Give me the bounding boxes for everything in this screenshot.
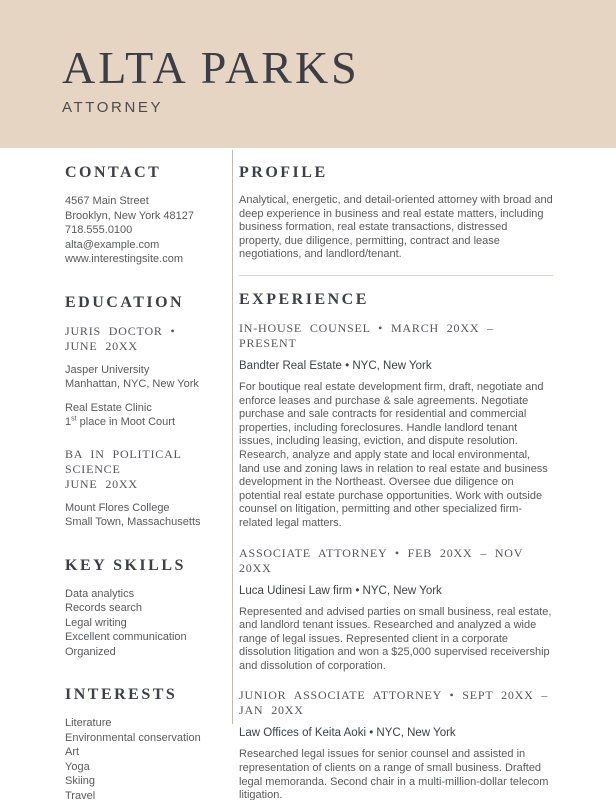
degree-title-juris-doctor: JURIS DOCTOR • JUNE 20XX — [65, 323, 176, 353]
sidebar — [65, 148, 210, 800]
contact-street: 4567 Main Street — [65, 195, 149, 207]
skill-item: Data analytics — [65, 587, 135, 600]
interest-item: Travel — [65, 789, 96, 800]
interest-item: Art — [65, 746, 80, 758]
experience-section — [239, 291, 553, 800]
column-divider — [232, 150, 233, 724]
job-company: Bandter Real Estate • NYC, New York — [239, 359, 432, 372]
skill-item: Organized — [65, 645, 116, 658]
contact-heading: CONTACT — [65, 164, 162, 181]
education-clinic-group — [65, 401, 210, 430]
profile-summary: Analytical, energetic, and detail-oriented attorney with broad and deep experience in business and real estate matters, including business formation, real estate transactions, distressed property, due diligence, permitting, contract and lease negotiations, and landlord/tenant. — [239, 194, 553, 261]
job-title: ASSOCIATE ATTORNEY • FEB 20XX – NOV 20XX — [239, 545, 524, 575]
interest-item: Literature — [65, 717, 112, 729]
interests-heading: INTERESTS — [65, 686, 178, 703]
contact-phone: 718.555.0100 — [65, 224, 133, 236]
content-columns — [0, 148, 616, 800]
skill-item: Records search — [65, 602, 143, 614]
award-text: place in Moot Court — [76, 416, 176, 428]
key-skills-section — [65, 557, 210, 660]
award-number: 1 — [65, 416, 72, 428]
education-school-location: Small Town, Massachusetts — [65, 516, 201, 528]
education-school: Jasper University — [65, 363, 150, 376]
education-school-group — [65, 363, 210, 392]
job-title: JUNIOR ASSOCIATE ATTORNEY • SEPT 20XX – JAN 20XX — [239, 688, 549, 718]
job-title: IN-HOUSE COUNSEL • MARCH 20XX – PRESENT — [239, 320, 494, 350]
interest-item: Environmental conservation — [65, 731, 201, 744]
skill-item: Excellent communication — [65, 631, 187, 643]
skill-item: Legal writing — [65, 616, 127, 629]
education-section — [65, 294, 210, 530]
header-band — [0, 0, 616, 148]
profile-experience-divider — [239, 275, 553, 276]
job-entry — [239, 688, 553, 800]
award-ordinal: st — [71, 415, 77, 423]
job-company: Law Offices of Keita Aoki • NYC, New York — [239, 727, 456, 740]
job-description: For boutique real estate development firm, draft, negotiate and enforce leases and purchase & sale agreements. Negotiate purchase and sale contracts for residential and commercial properties, including foreclosures. Handle landlord tenant issues, including leasing, eviction, and dispute resolution. Research, analyze and apply state and local environmental, land use and zoning laws in relation to real estate and business development in the Northeast. Oversee due diligence on potential real estate purchase opportunities. Work with outside counsel on litigation, permitting and other specialized firm-related legal matters. — [239, 380, 548, 529]
degree-title-ba-line2: JUNE 20XX — [65, 476, 138, 491]
job-entry — [239, 321, 553, 531]
job-description: Represented and advised parties on small business, real estate, and landlord tenant issues. Researched and analyzed a wide range of legal issues. Represented client in a corporate dissolution litigation and won a $25,000 supervised receivership and dissolution of corporation. — [239, 605, 552, 672]
interest-item: Skiing — [65, 775, 95, 787]
education-school: Mount Flores College — [65, 501, 170, 514]
interests-section — [65, 686, 210, 800]
education-school-location: Manhattan, NYC, New York — [65, 378, 199, 390]
contact-city: Brooklyn, New York 48127 — [65, 209, 195, 222]
education-school-group — [65, 501, 210, 530]
job-company: Luca Udinesi Law firm • NYC, New York — [239, 584, 442, 597]
key-skills-heading: KEY SKILLS — [65, 556, 186, 574]
education-award — [65, 415, 210, 430]
job-entry — [239, 546, 553, 674]
contact-email: alta@example.com — [65, 238, 160, 251]
interest-item: Yoga — [65, 760, 90, 773]
education-clinic: Real Estate Clinic — [65, 401, 152, 414]
person-name: ALTA PARKS — [62, 42, 360, 93]
contact-website: www.interestingsite.com — [65, 253, 183, 265]
job-description: Researched legal issues for senior counsel and assisted in representation of clients on a range of small business. Drafted legal memoranda. Second chair in a multi-million-dollar telecom litigation. — [239, 748, 549, 800]
profile-section — [239, 164, 553, 262]
person-job-title: ATTORNEY — [62, 99, 164, 116]
profile-heading: PROFILE — [239, 164, 328, 181]
education-heading: EDUCATION — [65, 293, 185, 311]
experience-heading: EXPERIENCE — [239, 290, 369, 308]
degree-title-ba-line1: BA IN POLITICAL SCIENCE — [65, 446, 182, 476]
contact-section — [65, 164, 210, 267]
main-column — [239, 148, 553, 800]
